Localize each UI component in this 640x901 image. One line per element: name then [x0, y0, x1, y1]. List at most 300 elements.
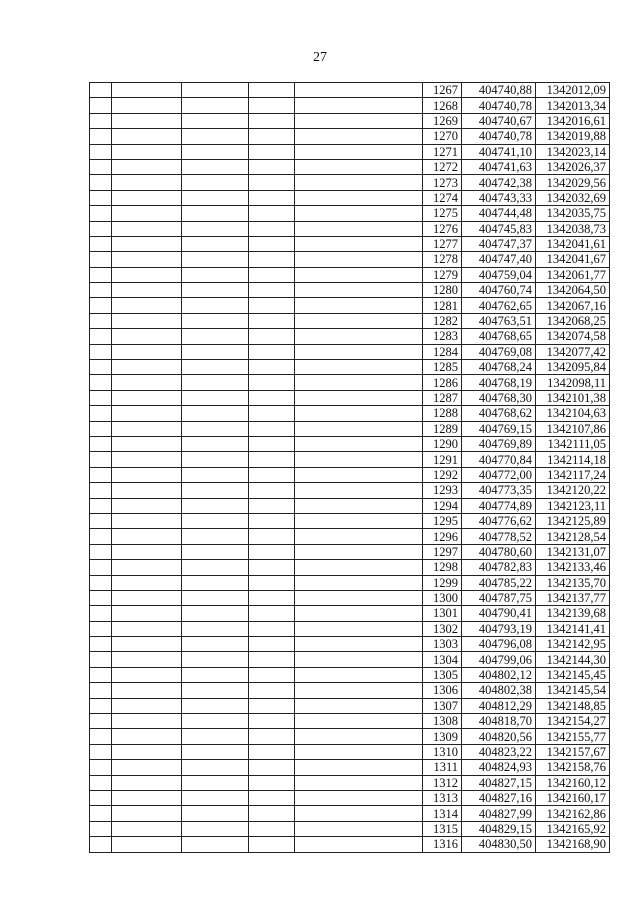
blank-cell-a	[90, 606, 112, 621]
blank-cell-a	[90, 113, 112, 128]
table-row	[90, 129, 610, 144]
blank-cell-a	[90, 837, 112, 852]
point-number-cell: 1272	[423, 159, 462, 174]
point-number-cell: 1275	[423, 206, 462, 221]
blank-cell-d	[249, 421, 295, 436]
blank-cell-b	[112, 775, 182, 790]
blank-cell-b	[112, 375, 182, 390]
blank-cell-d	[249, 729, 295, 744]
blank-cell-d	[249, 560, 295, 575]
blank-cell-d	[249, 98, 295, 113]
blank-cell-e	[295, 621, 423, 636]
blank-cell-b	[112, 529, 182, 544]
x-coordinate-cell: 404740,88	[462, 83, 536, 98]
y-coordinate-cell: 1342145,45	[536, 667, 610, 682]
blank-cell-d	[249, 206, 295, 221]
blank-cell-c	[182, 421, 249, 436]
point-number-cell: 1281	[423, 298, 462, 313]
x-coordinate-cell: 404827,99	[462, 806, 536, 821]
blank-cell-c	[182, 98, 249, 113]
blank-cell-b	[112, 144, 182, 159]
blank-cell-c	[182, 637, 249, 652]
blank-cell-c	[182, 714, 249, 729]
blank-cell-c	[182, 560, 249, 575]
y-coordinate-cell: 1342095,84	[536, 360, 610, 375]
blank-cell-b	[112, 360, 182, 375]
blank-cell-e	[295, 790, 423, 805]
y-coordinate-cell: 1342074,58	[536, 329, 610, 344]
blank-cell-e	[295, 144, 423, 159]
blank-cell-e	[295, 714, 423, 729]
table-row	[90, 760, 610, 775]
x-coordinate-cell: 404799,06	[462, 652, 536, 667]
point-number-cell: 1293	[423, 483, 462, 498]
point-number-cell: 1313	[423, 790, 462, 805]
blank-cell-a	[90, 375, 112, 390]
blank-cell-c	[182, 129, 249, 144]
y-coordinate-cell: 1342114,18	[536, 452, 610, 467]
blank-cell-b	[112, 744, 182, 759]
blank-cell-d	[249, 236, 295, 251]
y-coordinate-cell: 1342128,54	[536, 529, 610, 544]
blank-cell-c	[182, 206, 249, 221]
blank-cell-c	[182, 806, 249, 821]
x-coordinate-cell: 404740,78	[462, 98, 536, 113]
point-number-cell: 1304	[423, 652, 462, 667]
point-number-cell: 1301	[423, 606, 462, 621]
blank-cell-b	[112, 329, 182, 344]
blank-cell-c	[182, 837, 249, 852]
blank-cell-e	[295, 436, 423, 451]
blank-cell-e	[295, 637, 423, 652]
table-row	[90, 637, 610, 652]
blank-cell-a	[90, 221, 112, 236]
blank-cell-c	[182, 221, 249, 236]
blank-cell-b	[112, 129, 182, 144]
blank-cell-d	[249, 575, 295, 590]
blank-cell-b	[112, 498, 182, 513]
point-number-cell: 1300	[423, 590, 462, 605]
y-coordinate-cell: 1342148,85	[536, 698, 610, 713]
blank-cell-d	[249, 175, 295, 190]
blank-cell-c	[182, 344, 249, 359]
y-coordinate-cell: 1342135,70	[536, 575, 610, 590]
blank-cell-e	[295, 313, 423, 328]
blank-cell-e	[295, 744, 423, 759]
table-row	[90, 513, 610, 528]
x-coordinate-cell: 404763,51	[462, 313, 536, 328]
blank-cell-b	[112, 637, 182, 652]
y-coordinate-cell: 1342133,46	[536, 560, 610, 575]
blank-cell-a	[90, 390, 112, 405]
blank-cell-a	[90, 206, 112, 221]
blank-cell-a	[90, 190, 112, 205]
table-row	[90, 190, 610, 205]
blank-cell-c	[182, 467, 249, 482]
table-row	[90, 729, 610, 744]
table-row	[90, 483, 610, 498]
x-coordinate-cell: 404827,15	[462, 775, 536, 790]
blank-cell-e	[295, 190, 423, 205]
blank-cell-b	[112, 667, 182, 682]
table-row	[90, 206, 610, 221]
blank-cell-a	[90, 421, 112, 436]
table-row	[90, 421, 610, 436]
blank-cell-d	[249, 775, 295, 790]
table-row	[90, 544, 610, 559]
blank-cell-c	[182, 729, 249, 744]
x-coordinate-cell: 404742,38	[462, 175, 536, 190]
blank-cell-c	[182, 575, 249, 590]
point-number-cell: 1306	[423, 683, 462, 698]
blank-cell-c	[182, 283, 249, 298]
blank-cell-b	[112, 698, 182, 713]
point-number-cell: 1290	[423, 436, 462, 451]
blank-cell-c	[182, 744, 249, 759]
point-number-cell: 1308	[423, 714, 462, 729]
blank-cell-a	[90, 436, 112, 451]
y-coordinate-cell: 1342137,77	[536, 590, 610, 605]
table-row	[90, 329, 610, 344]
x-coordinate-cell: 404740,78	[462, 129, 536, 144]
blank-cell-d	[249, 144, 295, 159]
y-coordinate-cell: 1342117,24	[536, 467, 610, 482]
blank-cell-a	[90, 590, 112, 605]
point-number-cell: 1291	[423, 452, 462, 467]
blank-cell-e	[295, 467, 423, 482]
blank-cell-a	[90, 236, 112, 251]
blank-cell-e	[295, 652, 423, 667]
point-number-cell: 1278	[423, 252, 462, 267]
y-coordinate-cell: 1342155,77	[536, 729, 610, 744]
table-row	[90, 652, 610, 667]
blank-cell-d	[249, 590, 295, 605]
blank-cell-d	[249, 498, 295, 513]
x-coordinate-cell: 404796,08	[462, 637, 536, 652]
blank-cell-c	[182, 529, 249, 544]
page-number: 27	[313, 50, 327, 65]
y-coordinate-cell: 1342013,34	[536, 98, 610, 113]
blank-cell-d	[249, 637, 295, 652]
table-row	[90, 529, 610, 544]
blank-cell-e	[295, 375, 423, 390]
table-row	[90, 436, 610, 451]
blank-cell-b	[112, 344, 182, 359]
blank-cell-d	[249, 744, 295, 759]
blank-cell-a	[90, 775, 112, 790]
y-coordinate-cell: 1342098,11	[536, 375, 610, 390]
blank-cell-e	[295, 98, 423, 113]
blank-cell-a	[90, 144, 112, 159]
y-coordinate-cell: 1342032,69	[536, 190, 610, 205]
y-coordinate-cell: 1342012,09	[536, 83, 610, 98]
point-number-cell: 1284	[423, 344, 462, 359]
point-number-cell: 1267	[423, 83, 462, 98]
y-coordinate-cell: 1342067,16	[536, 298, 610, 313]
blank-cell-e	[295, 683, 423, 698]
blank-cell-a	[90, 560, 112, 575]
y-coordinate-cell: 1342111,05	[536, 436, 610, 451]
blank-cell-d	[249, 221, 295, 236]
blank-cell-a	[90, 513, 112, 528]
blank-cell-a	[90, 744, 112, 759]
blank-cell-d	[249, 313, 295, 328]
blank-cell-a	[90, 760, 112, 775]
blank-cell-b	[112, 729, 182, 744]
table-row	[90, 467, 610, 482]
blank-cell-d	[249, 667, 295, 682]
blank-cell-e	[295, 159, 423, 174]
table-row	[90, 714, 610, 729]
blank-cell-c	[182, 513, 249, 528]
x-coordinate-cell: 404824,93	[462, 760, 536, 775]
blank-cell-b	[112, 221, 182, 236]
blank-cell-e	[295, 421, 423, 436]
blank-cell-e	[295, 406, 423, 421]
x-coordinate-cell: 404744,48	[462, 206, 536, 221]
blank-cell-b	[112, 790, 182, 805]
blank-cell-a	[90, 729, 112, 744]
blank-cell-b	[112, 467, 182, 482]
y-coordinate-cell: 1342068,25	[536, 313, 610, 328]
blank-cell-a	[90, 483, 112, 498]
blank-cell-e	[295, 344, 423, 359]
point-number-cell: 1298	[423, 560, 462, 575]
x-coordinate-cell: 404769,15	[462, 421, 536, 436]
x-coordinate-cell: 404768,30	[462, 390, 536, 405]
x-coordinate-cell: 404743,33	[462, 190, 536, 205]
point-number-cell: 1312	[423, 775, 462, 790]
blank-cell-a	[90, 637, 112, 652]
blank-cell-e	[295, 83, 423, 98]
y-coordinate-cell: 1342026,37	[536, 159, 610, 174]
blank-cell-d	[249, 467, 295, 482]
blank-cell-a	[90, 714, 112, 729]
blank-cell-b	[112, 98, 182, 113]
x-coordinate-cell: 404760,74	[462, 283, 536, 298]
blank-cell-e	[295, 775, 423, 790]
blank-cell-b	[112, 113, 182, 128]
blank-cell-d	[249, 267, 295, 282]
y-coordinate-cell: 1342139,68	[536, 606, 610, 621]
blank-cell-d	[249, 129, 295, 144]
y-coordinate-cell: 1342120,22	[536, 483, 610, 498]
blank-cell-c	[182, 360, 249, 375]
y-coordinate-cell: 1342107,86	[536, 421, 610, 436]
blank-cell-c	[182, 590, 249, 605]
blank-cell-d	[249, 513, 295, 528]
point-number-cell: 1297	[423, 544, 462, 559]
x-coordinate-cell: 404772,00	[462, 467, 536, 482]
blank-cell-b	[112, 760, 182, 775]
blank-cell-b	[112, 806, 182, 821]
blank-cell-b	[112, 252, 182, 267]
blank-cell-e	[295, 837, 423, 852]
table-row	[90, 390, 610, 405]
blank-cell-a	[90, 406, 112, 421]
x-coordinate-cell: 404787,75	[462, 590, 536, 605]
table-row	[90, 113, 610, 128]
y-coordinate-cell: 1342104,63	[536, 406, 610, 421]
blank-cell-e	[295, 360, 423, 375]
blank-cell-b	[112, 483, 182, 498]
y-coordinate-cell: 1342038,73	[536, 221, 610, 236]
y-coordinate-cell: 1342162,86	[536, 806, 610, 821]
table-row	[90, 221, 610, 236]
blank-cell-b	[112, 159, 182, 174]
blank-cell-b	[112, 821, 182, 836]
blank-cell-e	[295, 498, 423, 513]
point-number-cell: 1309	[423, 729, 462, 744]
blank-cell-b	[112, 575, 182, 590]
y-coordinate-cell: 1342160,12	[536, 775, 610, 790]
blank-cell-d	[249, 760, 295, 775]
blank-cell-e	[295, 129, 423, 144]
blank-cell-a	[90, 498, 112, 513]
table-row	[90, 252, 610, 267]
blank-cell-a	[90, 344, 112, 359]
y-coordinate-cell: 1342016,61	[536, 113, 610, 128]
x-coordinate-cell: 404769,08	[462, 344, 536, 359]
point-number-cell: 1314	[423, 806, 462, 821]
point-number-cell: 1296	[423, 529, 462, 544]
blank-cell-d	[249, 390, 295, 405]
table-row	[90, 98, 610, 113]
y-coordinate-cell: 1342131,07	[536, 544, 610, 559]
blank-cell-b	[112, 390, 182, 405]
y-coordinate-cell: 1342141,41	[536, 621, 610, 636]
blank-cell-a	[90, 452, 112, 467]
blank-cell-c	[182, 144, 249, 159]
blank-cell-b	[112, 590, 182, 605]
point-number-cell: 1283	[423, 329, 462, 344]
blank-cell-e	[295, 513, 423, 528]
blank-cell-c	[182, 483, 249, 498]
x-coordinate-cell: 404762,65	[462, 298, 536, 313]
blank-cell-e	[295, 560, 423, 575]
blank-cell-d	[249, 621, 295, 636]
blank-cell-d	[249, 790, 295, 805]
blank-cell-b	[112, 313, 182, 328]
y-coordinate-cell: 1342023,14	[536, 144, 610, 159]
table-row	[90, 175, 610, 190]
table-row	[90, 806, 610, 821]
blank-cell-a	[90, 313, 112, 328]
point-number-cell: 1302	[423, 621, 462, 636]
table-row	[90, 744, 610, 759]
point-number-cell: 1285	[423, 360, 462, 375]
blank-cell-c	[182, 452, 249, 467]
blank-cell-e	[295, 221, 423, 236]
blank-cell-e	[295, 590, 423, 605]
point-number-cell: 1288	[423, 406, 462, 421]
point-number-cell: 1311	[423, 760, 462, 775]
point-number-cell: 1271	[423, 144, 462, 159]
blank-cell-e	[295, 452, 423, 467]
blank-cell-e	[295, 760, 423, 775]
table-row	[90, 267, 610, 282]
blank-cell-c	[182, 775, 249, 790]
blank-cell-a	[90, 790, 112, 805]
blank-cell-d	[249, 283, 295, 298]
blank-cell-e	[295, 283, 423, 298]
point-number-cell: 1274	[423, 190, 462, 205]
x-coordinate-cell: 404827,16	[462, 790, 536, 805]
blank-cell-a	[90, 175, 112, 190]
blank-cell-c	[182, 159, 249, 174]
y-coordinate-cell: 1342064,50	[536, 283, 610, 298]
table-row	[90, 590, 610, 605]
blank-cell-e	[295, 821, 423, 836]
point-number-cell: 1307	[423, 698, 462, 713]
blank-cell-c	[182, 436, 249, 451]
point-number-cell: 1279	[423, 267, 462, 282]
blank-cell-d	[249, 113, 295, 128]
x-coordinate-cell: 404773,35	[462, 483, 536, 498]
blank-cell-a	[90, 83, 112, 98]
blank-cell-d	[249, 406, 295, 421]
blank-cell-d	[249, 252, 295, 267]
point-number-cell: 1282	[423, 313, 462, 328]
blank-cell-e	[295, 298, 423, 313]
x-coordinate-cell: 404818,70	[462, 714, 536, 729]
x-coordinate-cell: 404802,38	[462, 683, 536, 698]
blank-cell-b	[112, 621, 182, 636]
blank-cell-d	[249, 344, 295, 359]
table-row	[90, 606, 610, 621]
blank-cell-d	[249, 837, 295, 852]
y-coordinate-cell: 1342145,54	[536, 683, 610, 698]
blank-cell-e	[295, 390, 423, 405]
y-coordinate-cell: 1342041,61	[536, 236, 610, 251]
blank-cell-a	[90, 467, 112, 482]
x-coordinate-cell: 404793,19	[462, 621, 536, 636]
x-coordinate-cell: 404780,60	[462, 544, 536, 559]
blank-cell-c	[182, 790, 249, 805]
blank-cell-a	[90, 129, 112, 144]
blank-cell-e	[295, 206, 423, 221]
blank-cell-a	[90, 575, 112, 590]
blank-cell-e	[295, 483, 423, 498]
blank-cell-d	[249, 698, 295, 713]
blank-cell-c	[182, 821, 249, 836]
table-row	[90, 298, 610, 313]
x-coordinate-cell: 404782,83	[462, 560, 536, 575]
table-row	[90, 698, 610, 713]
blank-cell-a	[90, 252, 112, 267]
blank-cell-e	[295, 329, 423, 344]
point-number-cell: 1268	[423, 98, 462, 113]
y-coordinate-cell: 1342035,75	[536, 206, 610, 221]
point-number-cell: 1287	[423, 390, 462, 405]
x-coordinate-cell: 404768,65	[462, 329, 536, 344]
blank-cell-d	[249, 821, 295, 836]
blank-cell-a	[90, 683, 112, 698]
blank-cell-b	[112, 421, 182, 436]
blank-cell-d	[249, 483, 295, 498]
table-row	[90, 344, 610, 359]
blank-cell-b	[112, 683, 182, 698]
blank-cell-b	[112, 837, 182, 852]
blank-cell-c	[182, 606, 249, 621]
blank-cell-b	[112, 606, 182, 621]
blank-cell-c	[182, 375, 249, 390]
blank-cell-a	[90, 529, 112, 544]
blank-cell-b	[112, 83, 182, 98]
table-row	[90, 144, 610, 159]
point-number-cell: 1276	[423, 221, 462, 236]
table-row	[90, 360, 610, 375]
